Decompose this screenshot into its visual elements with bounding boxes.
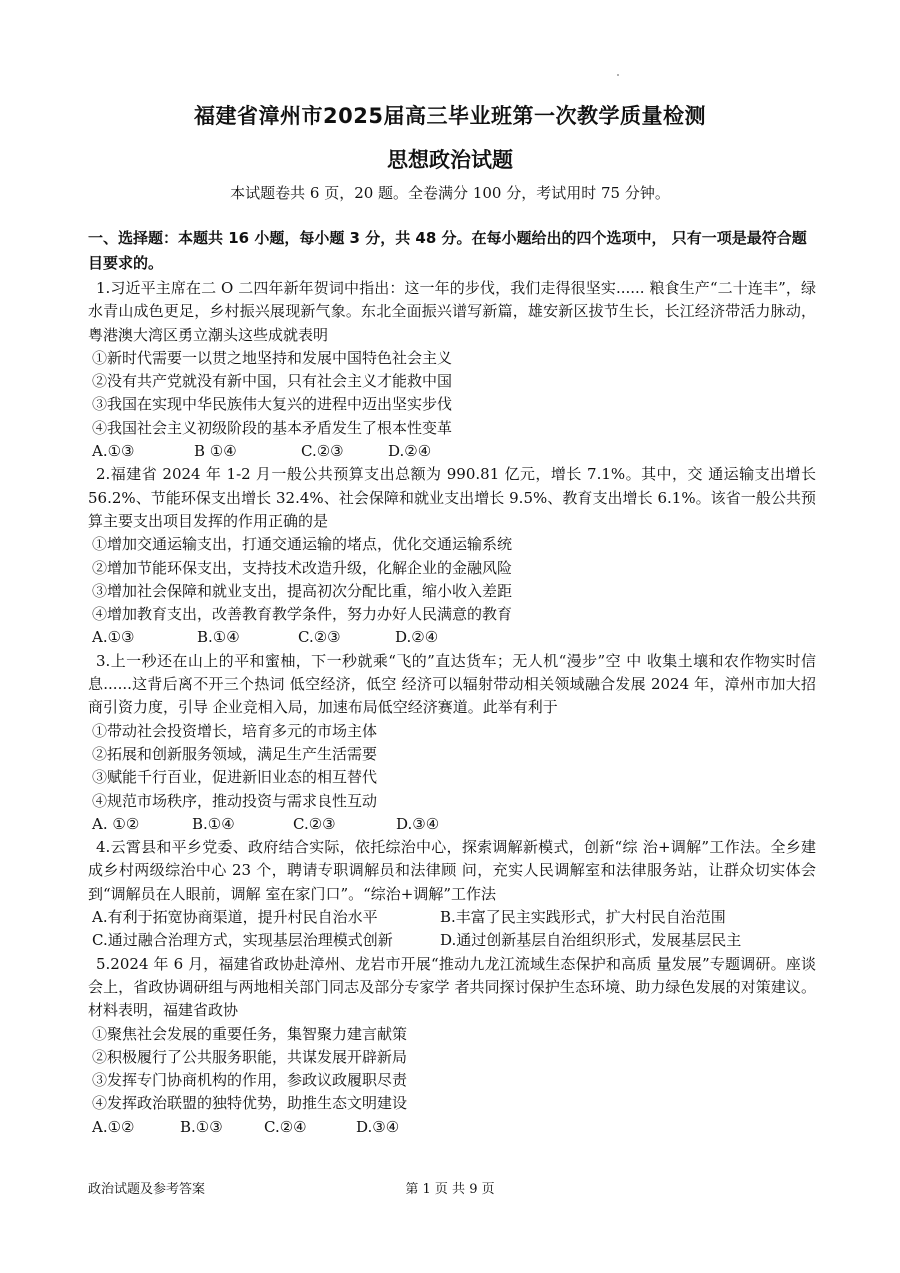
choice-b: B.①④ bbox=[197, 628, 240, 647]
exam-subtitle: 思想政治试题 bbox=[387, 148, 513, 172]
question-2-choices bbox=[88, 626, 816, 649]
question-5-item-3: ③发挥专门协商机构的作用，参政议政履职尽责 bbox=[92, 1071, 408, 1090]
question-1-choices bbox=[88, 440, 816, 463]
choice-c: C.通过融合治理方式，实现基层治理模式创新 bbox=[92, 931, 393, 950]
exam-info: 本试题卷共 6 页，20 题。全卷满分 100 分，考试用时 75 分钟。 bbox=[230, 184, 670, 202]
question-3-item-4: ④规范市场秩序，推动投资与需求良性互动 bbox=[92, 791, 378, 810]
choice-d: D.③④ bbox=[396, 814, 440, 833]
choice-a: A.①③ bbox=[92, 442, 135, 461]
choice-c: C.②③ bbox=[293, 814, 336, 833]
question-5-stem: 5.2024 年 6 月，福建省政协赴漳州、龙岩市开展“推动九龙江流域生态保护和高质 量发展”专题调研。座谈会上，省政协调研组与两地相关部门同志及部分专家学 者共同探讨保护生态环境、助力绿色发展的对策建议。材料表明，福建省政协 bbox=[88, 954, 816, 1020]
choice-a: A. ①② bbox=[92, 814, 140, 833]
question-5-item-4: ④发挥政治联盟的独特优势，助推生态文明建设 bbox=[92, 1094, 408, 1113]
question-3-item-1: ①带动社会投资增长，培育多元的市场主体 bbox=[92, 721, 378, 740]
page-number: 第 1 页 共 9 页 bbox=[405, 1182, 495, 1197]
question-2-item-3: ③增加社会保障和就业支出，提高初次分配比重，缩小收入差距 bbox=[92, 581, 513, 600]
question-5-item-1: ①聚焦社会发展的重要任务，集智聚力建言献策 bbox=[92, 1024, 408, 1043]
question-3-item-3: ③赋能千行百业，促进新旧业态的相互替代 bbox=[92, 768, 378, 787]
question-2-item-1: ①增加交通运输支出，打通交通运输的堵点，优化交通运输系统 bbox=[92, 535, 513, 554]
question-2-item-2: ②增加节能环保支出，支持技术改造升级，化解企业的金融风险 bbox=[92, 558, 513, 577]
question-3-item-2: ②拓展和创新服务领域，满足生产生活需要 bbox=[92, 744, 378, 763]
choice-b: B.丰富了民主实践形式，扩大村民自治范围 bbox=[440, 908, 726, 927]
exam-title: 福建省漳州市2025届高三毕业班第一次教学质量检测 bbox=[194, 104, 706, 128]
choice-c: C.②③ bbox=[298, 628, 341, 647]
footer-label: 政治试题及参考答案 bbox=[88, 1182, 206, 1197]
choice-d: D.②④ bbox=[395, 628, 439, 647]
question-2-item-4: ④增加教育支出，改善教育教学条件，努力办好人民满意的教育 bbox=[92, 605, 513, 624]
question-4-stem: 4.云霄县和平乡党委、政府结合实际，依托综治中心，探索调解新模式，创新“综 治+调解”工作法。全乡建成乡村两级综治中心 23 个，聘请专职调解员和法律顾 问，充实人民调解室和法律服务站，让群众切实体会到“调解员在人眼前，调解 室在家门口”。“综治+调解”工作法 bbox=[88, 838, 816, 903]
choice-d: D.通过创新基层自治组织形式，发展基层民主 bbox=[440, 931, 742, 950]
choice-a: A.①③ bbox=[92, 628, 135, 647]
section-heading: 一、选择题：本题共 16 小题，每小题 3 分，共 48 分。在每小题给出的四个选项中， 只有一项是最符合题目要求的。 bbox=[88, 229, 807, 272]
question-1-item-4: ④我国社会主义初级阶段的基本矛盾发生了根本性变革 bbox=[92, 418, 453, 437]
choice-c: C.②③ bbox=[301, 442, 344, 461]
question-4-choices-row-2 bbox=[88, 929, 816, 952]
question-1-stem: 1.习近平主席在二 O 二四年新年贺词中指出：这一年的步伐，我们走得很坚实...... 粮食生产“二十连丰”，绿水青山成色更足，乡村振兴展现新气象。东北全面振兴谱写新篇，雄安新区拔节生长，长江经济带活力脉动，粤港澳大湾区勇立潮头这些成就表明 bbox=[88, 279, 816, 344]
choice-c: C.②④ bbox=[264, 1117, 307, 1136]
scan-speck bbox=[617, 74, 619, 76]
choice-d: D.③④ bbox=[356, 1117, 400, 1136]
question-4-choices-row-1 bbox=[88, 906, 816, 929]
question-2-stem: 2.福建省 2024 年 1-2 月一般公共预算支出总额为 990.81 亿元，增长 7.1%。其中，交 通运输支出增长 56.2%、节能环保支出增长 32.4%、社会保障和就业支出增长 9.5%、教育支出增长 6.1%。该省一般公共预算主要支出项目发挥的作用正确的是 bbox=[88, 465, 816, 530]
choice-a: A.①② bbox=[92, 1117, 135, 1136]
question-1-item-2: ②没有共产党就没有新中国，只有社会主义才能救中国 bbox=[92, 372, 453, 391]
question-3-stem: 3.上一秒还在山上的平和蜜柚，下一秒就乘“飞的”直达货车；无人机“漫步”空 中 收集土壤和农作物实时信息......这背后离不开三个热词 低空经济，低空 经济可以辐射带动相关领域融合发展 2024 年，漳州市加大招商引资力度，引导 企业竞相入局，加速布局低空经济赛道。此举有利于 bbox=[88, 651, 816, 717]
choice-b: B.①③ bbox=[180, 1117, 223, 1136]
choice-d: D.②④ bbox=[388, 442, 432, 461]
question-3-choices bbox=[88, 813, 816, 836]
choice-b: B.①④ bbox=[192, 814, 235, 833]
question-1-item-1: ①新时代需要一以贯之地坚持和发展中国特色社会主义 bbox=[92, 348, 453, 367]
question-5-choices bbox=[88, 1116, 816, 1139]
choice-b: B ①④ bbox=[194, 442, 237, 461]
question-1-item-3: ③我国在实现中华民族伟大复兴的进程中迈出坚实步伐 bbox=[92, 395, 453, 414]
question-5-item-2: ②积极履行了公共服务职能，共谋发展开辟新局 bbox=[92, 1047, 408, 1066]
exam-content bbox=[88, 226, 816, 1139]
choice-a: A.有利于拓宽协商渠道，提升村民自治水平 bbox=[92, 908, 378, 927]
